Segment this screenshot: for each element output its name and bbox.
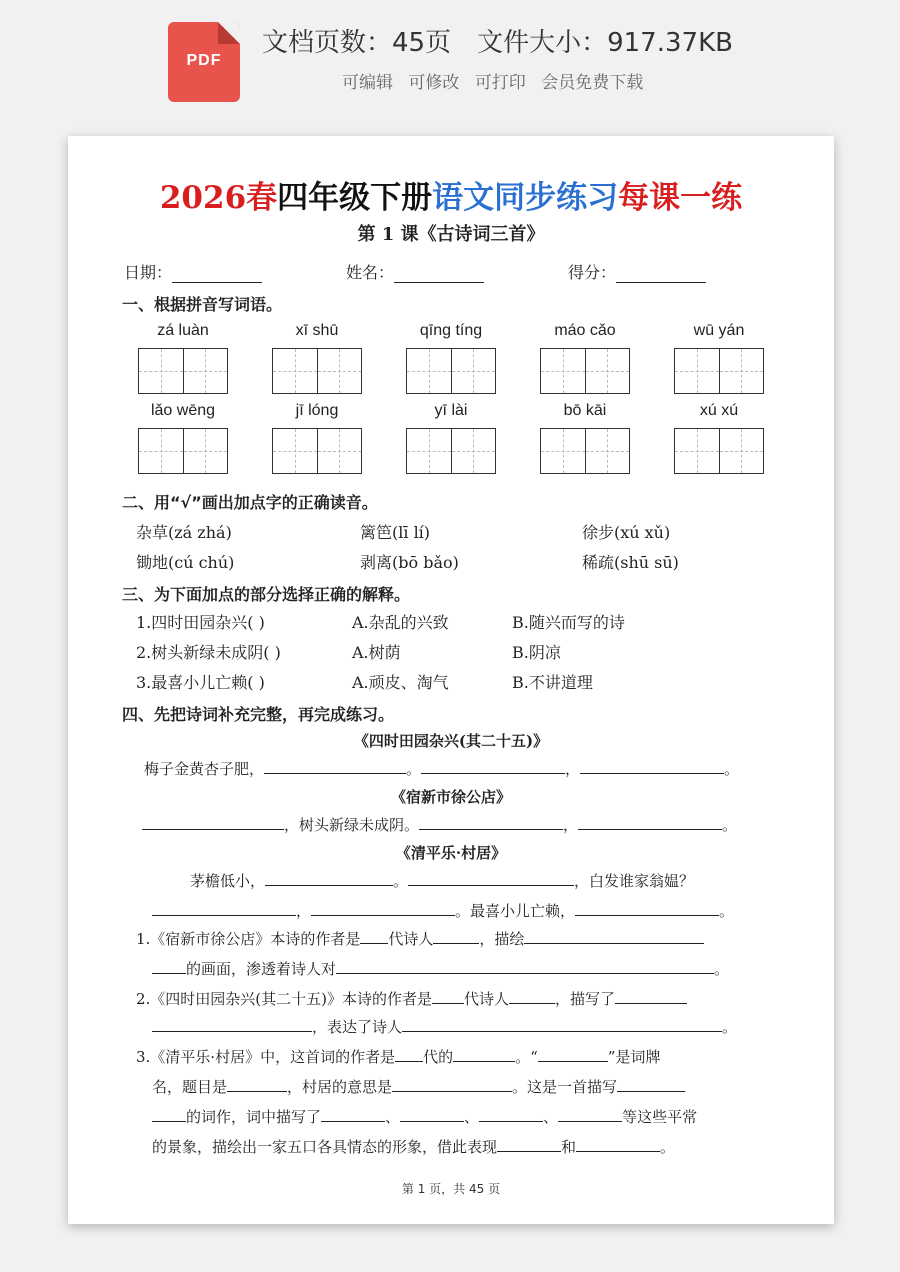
poem-3-title: 《清平乐·村居》 — [395, 844, 507, 862]
title-grade: 四年级下册 — [277, 180, 433, 216]
writing-grid[interactable] — [138, 348, 228, 394]
feature-printable: 可打印 — [474, 73, 526, 93]
meaning-question: 2.树头新绿未成阴( ) — [136, 643, 281, 662]
lesson-title: 第 1 课《古诗词三首》 — [357, 224, 545, 245]
pinyin-label: yī lài — [434, 402, 468, 419]
pinyin-label: xú xú — [699, 402, 739, 419]
pinyin-label: zá luàn — [157, 322, 209, 339]
title-tagline: 每课一练 — [618, 180, 743, 216]
page-footer: 第 1 页，共 45 页 — [401, 1182, 501, 1196]
pinyin-label: bō kāi — [563, 402, 607, 419]
reading-item: 稀疏(shū sū) — [582, 553, 679, 572]
page-count: 文档页数：45页 — [262, 28, 452, 58]
question-3-line-2: 名，题目是 ，村居的意思是 。这是一首描写 — [152, 1076, 685, 1097]
pdf-badge: PDF — [186, 52, 222, 69]
question-2-line-2: ，表达了诗人 。 — [152, 1016, 737, 1037]
writing-grid[interactable] — [406, 348, 496, 394]
writing-grid[interactable] — [138, 428, 228, 474]
reading-item: 篱笆(lī lí) — [360, 523, 431, 542]
writing-grid[interactable] — [406, 428, 496, 474]
meaning-question: 3.最喜小儿亡赖( ) — [136, 673, 265, 692]
feature-modifiable: 可修改 — [408, 73, 460, 93]
doc-meta — [262, 22, 733, 59]
reading-item: 杂草(zá zhá) — [136, 523, 232, 542]
pdf-file-icon — [168, 22, 240, 102]
meaning-question: 1.四时田园杂兴( ) — [136, 613, 265, 632]
writing-grid[interactable] — [272, 348, 362, 394]
poem-1-line: 梅子金黄杏子肥， 。 ， 。 — [144, 760, 740, 778]
doc-title — [68, 172, 834, 217]
meaning-option-a: A.杂乱的兴致 — [352, 613, 449, 632]
question-2-line-1: 2.《四时田园杂兴(其二十五)》本诗的作者是 代诗人 ，描写了 — [136, 988, 687, 1009]
question-1-line-2: 的画面，渗透着诗人对 。 — [152, 958, 729, 979]
title-year: 2026春 — [159, 180, 278, 216]
pinyin-label: xī shū — [295, 322, 339, 339]
pinyin-label: wū yán — [693, 322, 745, 339]
question-3-line-3: 的词作，词中描写了 、 、 、 等这些平常 — [152, 1106, 697, 1127]
pinyin-label: jī lóng — [295, 402, 339, 419]
question-3-line-4: 的景象，描绘出一家五口各具情态的形象，借此表现 和 。 — [152, 1138, 676, 1156]
date-field: 日期： — [124, 260, 262, 283]
question-3-line-1: 3.《清平乐·村居》中，这首词的作者是 代的 。“ ”是词牌 — [136, 1048, 661, 1066]
writing-grid[interactable] — [674, 348, 764, 394]
meaning-option-b: B.阴凉 — [512, 643, 561, 662]
poem-3-line-2: ， 。最喜小儿亡赖， 。 — [152, 900, 734, 921]
meaning-option-a: A.树荫 — [352, 643, 401, 662]
reading-item: 剥离(bō bǎo) — [360, 553, 459, 572]
section-1-heading: 一、根据拼音写词语。 — [122, 295, 283, 314]
name-field: 姓名： — [346, 260, 484, 283]
section-4-heading: 四、先把诗词补充完整，再完成练习。 — [122, 705, 395, 724]
reading-item: 徐步(xú xǔ) — [582, 523, 671, 542]
writing-grid[interactable] — [674, 428, 764, 474]
title-subject: 语文同步练习 — [432, 180, 619, 216]
pinyin-label: lǎo wēng — [150, 402, 216, 419]
score-field: 得分： — [568, 260, 706, 283]
poem-1-title: 《四时田园杂兴(其二十五)》 — [353, 732, 549, 750]
document-page — [68, 136, 834, 1224]
meaning-option-b: B.不讲道理 — [512, 673, 593, 692]
feature-list — [342, 68, 653, 93]
section-3-heading: 三、为下面加点的部分选择正确的解释。 — [122, 585, 411, 604]
file-size: 文件大小：917.37KB — [477, 28, 733, 58]
writing-grid[interactable] — [540, 428, 630, 474]
writing-grid[interactable] — [540, 348, 630, 394]
poem-2-title: 《宿新市徐公店》 — [390, 788, 511, 806]
question-1-line-1: 1.《宿新市徐公店》本诗的作者是 代诗人 ，描绘 — [136, 928, 704, 949]
meaning-option-a: A.顽皮、淘气 — [352, 673, 449, 692]
reading-item: 锄地(cú chú) — [136, 553, 235, 572]
pinyin-label: máo cǎo — [554, 322, 616, 339]
pinyin-label: qīng tíng — [419, 322, 483, 339]
feature-editable: 可编辑 — [342, 73, 393, 93]
poem-3-line-1: 茅檐低小， 。 ，白发谁家翁媪？ — [190, 872, 695, 890]
poem-2-line: ，树头新绿未成阴。 ， 。 — [142, 814, 737, 835]
writing-grid[interactable] — [272, 428, 362, 474]
meaning-option-b: B.随兴而写的诗 — [512, 613, 625, 632]
section-2-heading: 二、用“√”画出加点字的正确读音。 — [122, 493, 378, 512]
feature-free-download: 会员免费下载 — [541, 73, 644, 93]
